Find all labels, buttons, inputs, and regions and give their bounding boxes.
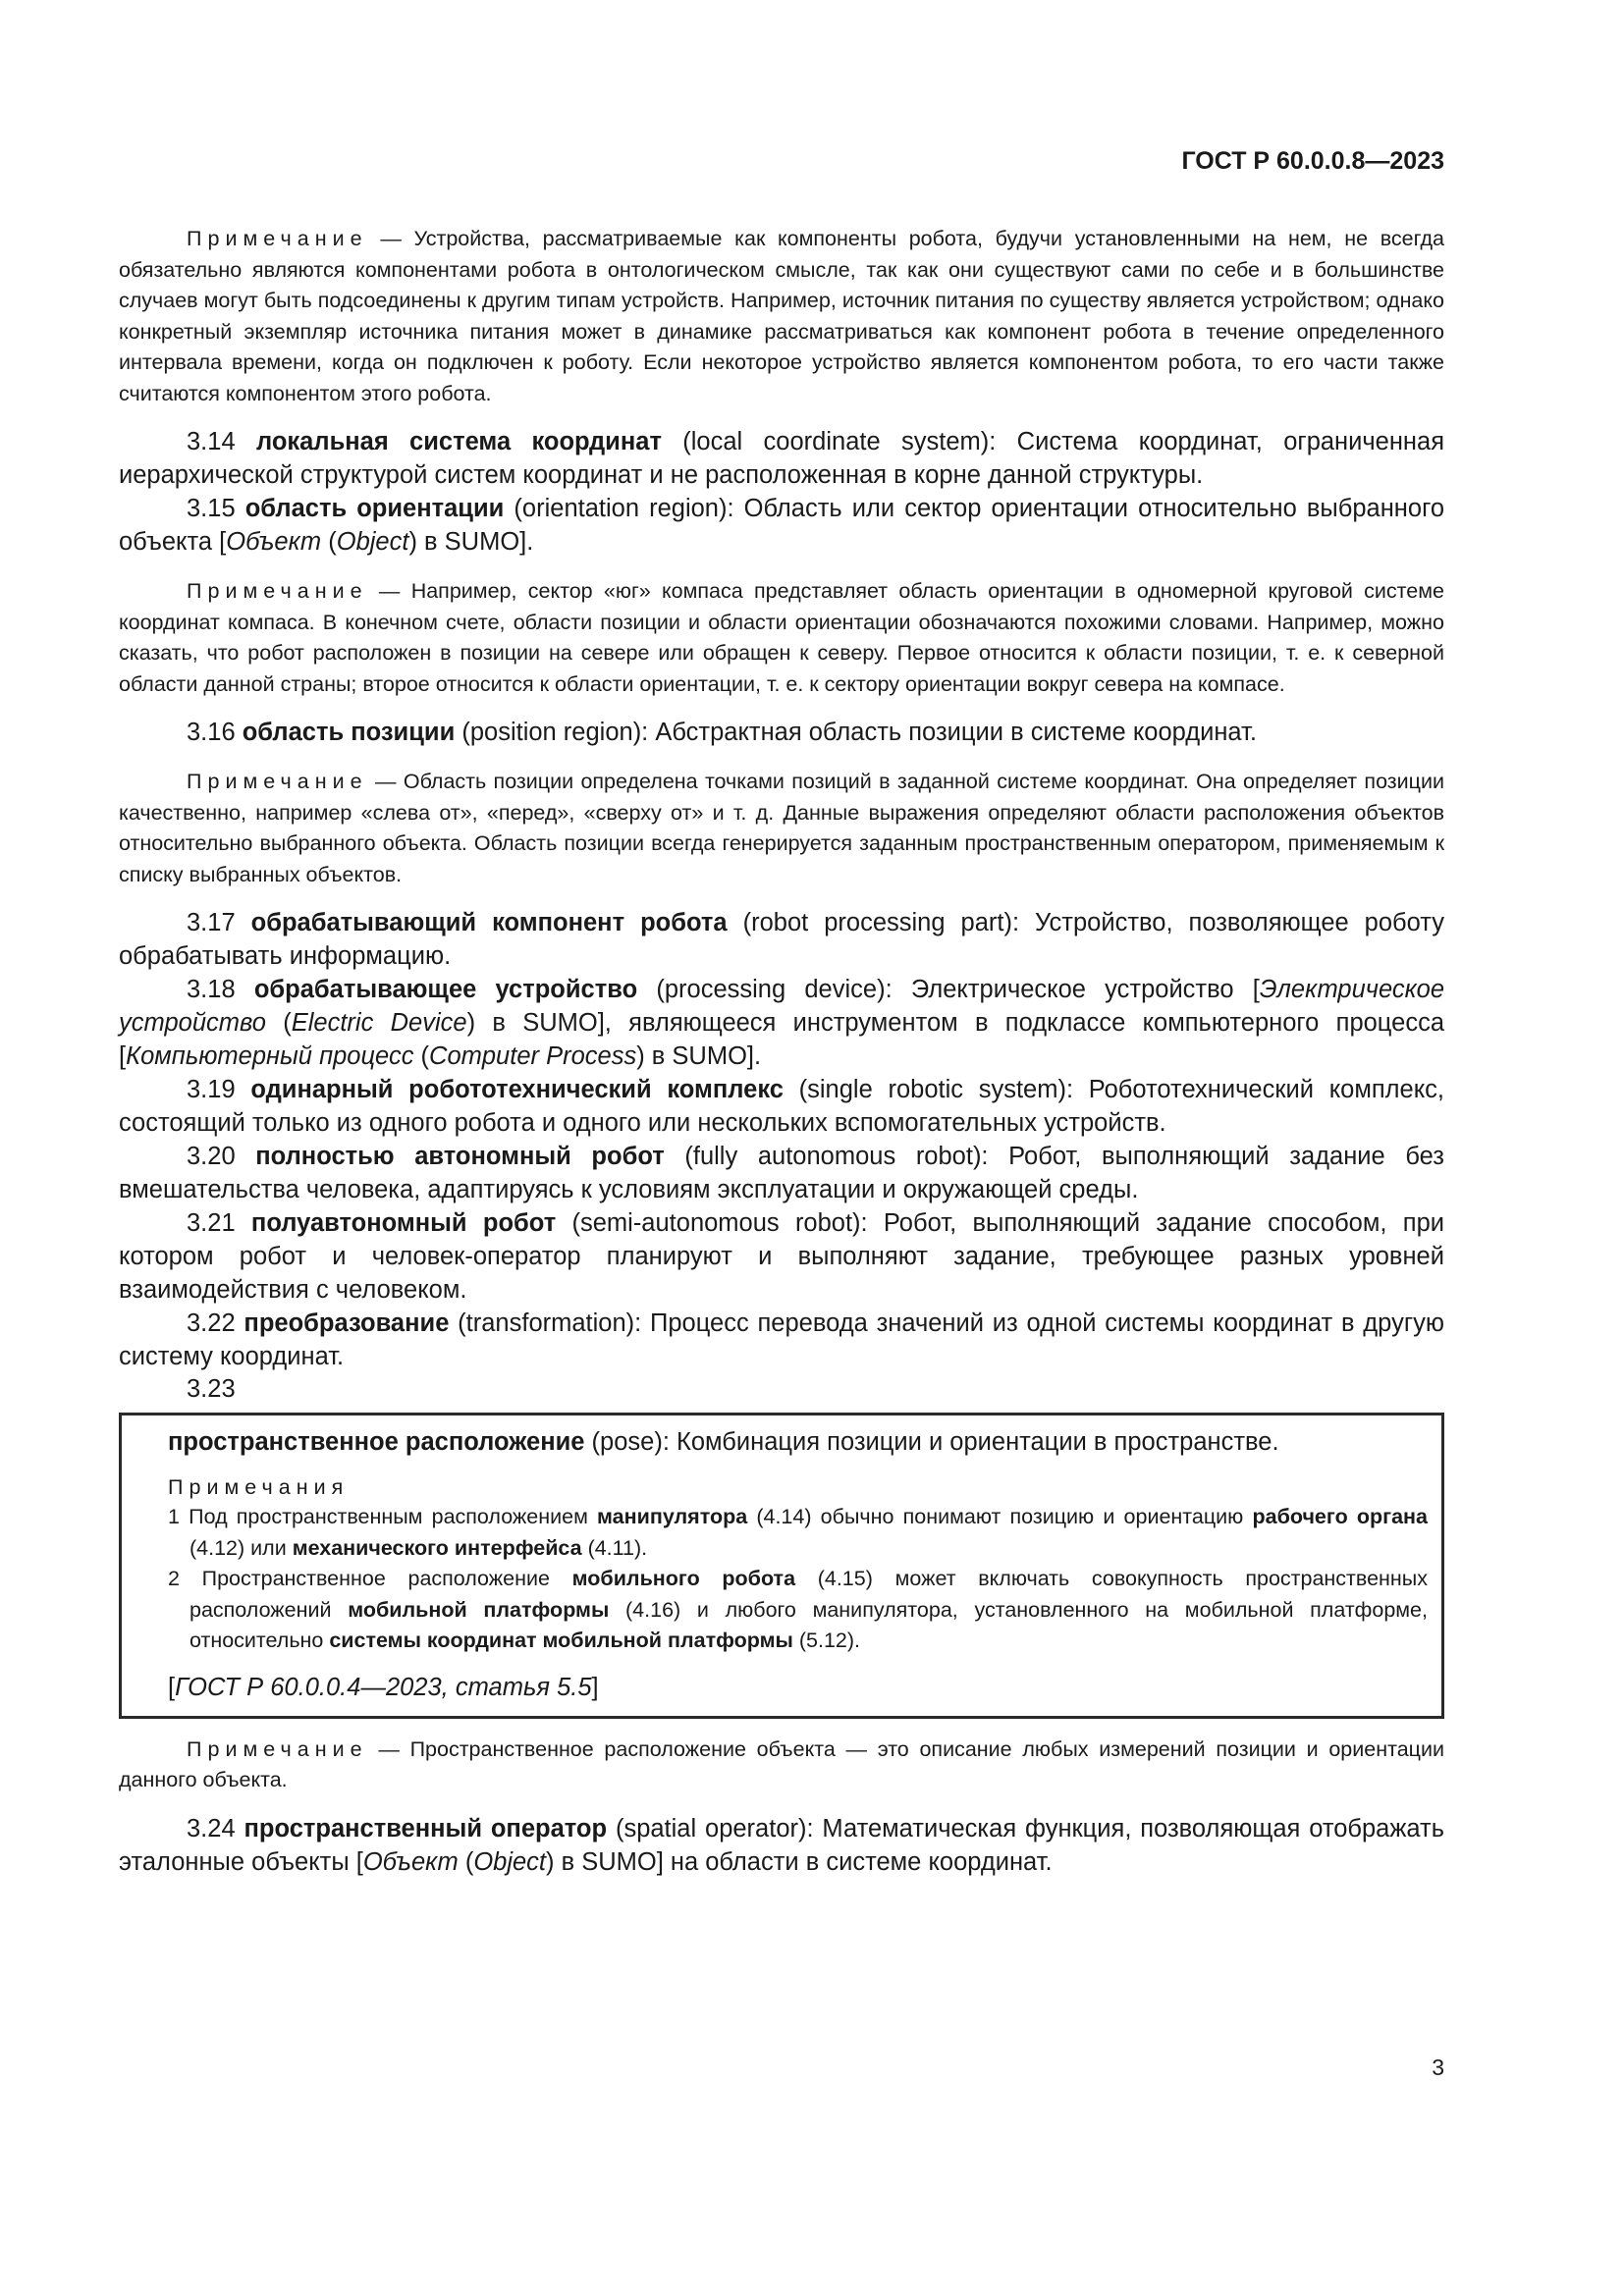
term-title: область позиции xyxy=(242,719,456,746)
term-title: область ориентации xyxy=(244,495,505,522)
term-3-20: 3.20 полностью автономный робот (fully autonomous robot): Робот, выполняющий задание без вмешательства человека, адаптируясь к условиям эксплуатации и окружающей среды. xyxy=(119,1143,1444,1203)
term-3-22: 3.22 преобразование (transformation): Процесс перевода значений из одной системы координат в другую систему координат. xyxy=(119,1309,1444,1370)
term-title: одинарный робототехнический комплекс xyxy=(250,1076,784,1103)
note-text: Например, сектор «юг» компаса представляет область ориентации в одномерной круговой системе координат компаса. В конечном счете, области позиции и области ориентации обозначаются похожими словами. Например, можно сказать, что робот расположен в позиции на севере или обращен к северу. Первое относится к области позиции, т. е. к северной области данной страны; второе относится к области ориентации, т. е. к сектору ориентации вокруг севера на компасе. xyxy=(119,579,1444,696)
term-3-24: 3.24 пространственный оператор (spatial operator): Математическая функция, позволяющая отображать эталонные объекты [Объект (Object) в SUMO] на области в системе координат. xyxy=(119,1814,1445,1876)
term-title: полностью автономный робот xyxy=(255,1143,665,1170)
source-reference: [ГОСТ Р 60.0.0.4—2023, статья 5.5] xyxy=(168,1673,599,1701)
term-title: пространственный оператор xyxy=(244,1814,608,1842)
box-note-2: 2 Пространственное расположение мобильного робота (4.15) может включать совокупность пространственных расположений мобильной платформы (4.16) и любого манипулятора, установленного на мобильной платформе, относительно системы координат мобильной платформы (5.12). xyxy=(168,1567,1428,1652)
term-3-18: 3.18 обрабатывающее устройство (processing device): Электрическое устройство [Электрическое устройство (Electric Device) в SUMO], являющееся инструментом в подклассе компьютерного процесса [Компьютерный процесс (Computer Process) в SUMO]. xyxy=(119,976,1445,1070)
note-text: Область позиции определена точками позиций в заданной системе координат. Она определяет позиции качественно, например «слева от», «перед», «сверху от» и т. д. Данные выражения определяют области расположения объектов относительно выбранного объекта. Область позиции всегда генерируется заданным пространственным оператором, применяемым к списку выбранных объектов. xyxy=(119,770,1444,886)
note-text: Пространственное расположение объекта — это описание любых измерений позиции и ориентации данного объекта. xyxy=(119,1736,1444,1791)
term-title: преобразование xyxy=(244,1309,450,1337)
document-code: ГОСТ Р 60.0.0.8—2023 xyxy=(1181,147,1444,175)
note-label: Примечание xyxy=(187,1736,368,1761)
term-3-16: 3.16 область позиции (position region): Абстрактная область позиции в системе координат. xyxy=(187,719,1257,746)
note-paragraph: Примечание — Например, сектор «юг» компаса представляет область ориентации в одномерной круговой системе координат компаса. В конечном счете, области позиции и области ориентации обозначаются похожими словами. Например, можно сказать, что робот расположен в позиции на севере или обращен к северу. Первое относится к области позиции, т. е. к северной области данной страны; второе относится к области ориентации, т. е. к сектору ориентации вокруг севера на компасе. xyxy=(119,579,1444,696)
term-3-23-number: 3.23 xyxy=(187,1375,236,1403)
note-text: Устройства, рассматриваемые как компоненты робота, будучи установленными на нем, не всегда обязательно являются компонентами робота в онтологическом смысле, так как они существуют сами по себе и в большинстве случаев могут быть подсоединены к другим типам устройств. Например, источник питания по существу является устройством; однако конкретный экземпляр источника питания может в динамике рассматриваться как компонент робота в течение определенного интервала времени, когда он подключен к роботу. Если некоторое устройство является компонентом робота, то его части также считаются компонентом этого робота. xyxy=(119,227,1444,405)
quoted-definition-box xyxy=(119,1413,1444,1719)
note-label: Примечание xyxy=(187,579,368,603)
term-title: полуавтономный робот xyxy=(250,1209,557,1237)
term-3-17: 3.17 обрабатывающий компонент робота (robot processing part): Устройство, позволяющее роботу обрабатывать информацию. xyxy=(119,909,1444,970)
term-title: обрабатывающее устройство xyxy=(253,976,638,1003)
term-3-23: пространственное расположение (pose): Комбинация позиции и ориентации в пространстве. xyxy=(168,1428,1279,1456)
term-3-21: 3.21 полуавтономный робот (semi-autonomous robot): Робот, выполняющий задание способом, при котором робот и человек-оператор планируют и выполняют задание, требующее разных уровней взаимодействия с человеком. xyxy=(119,1209,1444,1304)
note-label: Примечание xyxy=(187,770,368,793)
note-paragraph: Примечание — Пространственное расположение объекта — это описание любых измерений позиции и ориентации данного объекта. xyxy=(119,1736,1444,1791)
term-3-19: 3.19 одинарный робототехнический комплекс (single robotic system): Робототехнический комплекс, состоящий только из одного робота и одного или нескольких вспомогательных устройств. xyxy=(119,1076,1445,1137)
note-label: Примечание xyxy=(187,227,368,250)
term-3-15: 3.15 область ориентации (orientation region): Область или сектор ориентации относительно выбранного объекта [Объект (Object) в SUMO]. xyxy=(119,495,1444,556)
page-number: 3 xyxy=(1432,2055,1444,2080)
term-title: локальная система координат xyxy=(255,428,662,455)
term-3-14: 3.14 локальная система координат (local coordinate system): Система координат, ограниченная иерархической структурой систем координат и не расположенная в корне данной структуры. xyxy=(119,428,1445,489)
term-title: обрабатывающий компонент робота xyxy=(250,909,728,936)
note-paragraph: Примечание — Область позиции определена точками позиций в заданной системе координат. Она определяет позиции качественно, например «слева от», «перед», «сверху от» и т. д. Данные выражения определяют области расположения объектов относительно выбранного объекта. Область позиции всегда генерируется заданным пространственным оператором, применяемым к списку выбранных объектов. xyxy=(119,770,1444,886)
document-body xyxy=(119,224,1444,1879)
notes-heading: Примечания xyxy=(168,1475,350,1499)
note-paragraph: Примечание — Устройства, рассматриваемые как компоненты робота, будучи установленными на нем, не всегда обязательно являются компонентами робота в онтологическом смысле, так как они существуют сами по себе и в большинстве случаев могут быть подсоединены к другим типам устройств. Например, источник питания по существу является устройством; однако конкретный экземпляр источника питания может в динамике рассматриваться как компонент робота в течение определенного интервала времени, когда он подключен к роботу. Если некоторое устройство является компонентом робота, то его части также считаются компонентом этого робота. xyxy=(119,227,1444,405)
term-title: пространственное расположение xyxy=(168,1428,585,1456)
box-note-1: 1 Под пространственным расположением манипулятора (4.14) обычно понимают позицию и ориентацию рабочего органа (4.12) или механического интерфейса (4.11). xyxy=(168,1505,1428,1560)
